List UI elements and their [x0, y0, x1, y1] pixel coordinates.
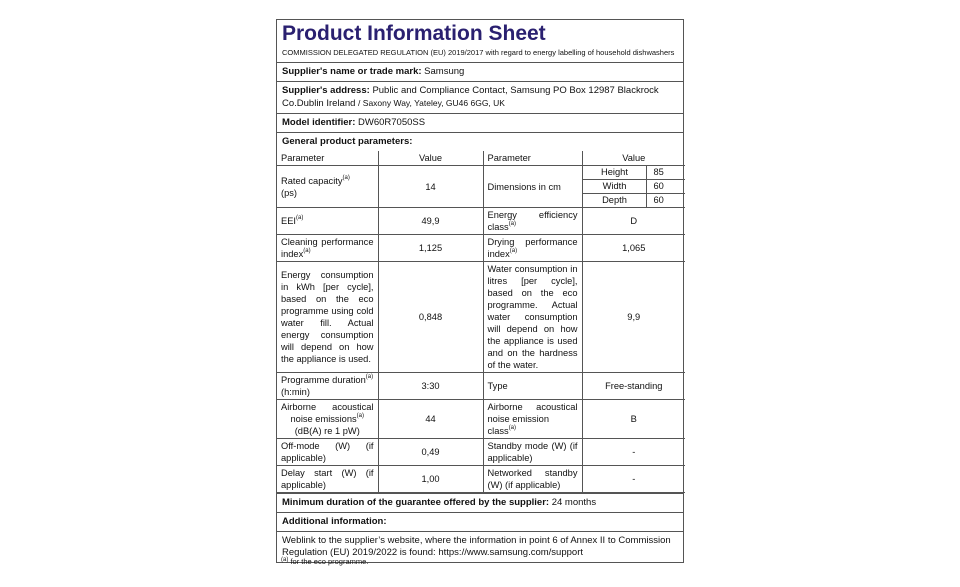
drying-index-label: Drying performance index$^{(a)}$ — [483, 235, 582, 262]
energy-class-label: Energy efficiency class$^{(a)}$ — [483, 208, 582, 235]
energy-class-value: D — [582, 208, 685, 235]
airborne-emissions-label: Airborne acoustical noise emissions$^{(a)}$ (dB(A) re 1 pW) — [277, 400, 378, 439]
additional-info-label: Additional information: — [282, 516, 387, 527]
footnote-text: for the eco programme. — [290, 557, 369, 566]
height-value: 85 — [647, 166, 685, 180]
rated-capacity-label: Rated capacity$^{(a)}$ (ps) — [277, 166, 378, 208]
delay-start-label: Delay start (W) (if applicable) — [277, 466, 378, 493]
footnote — [281, 557, 368, 566]
airborne-class-value: B — [582, 400, 685, 439]
dimensions-table — [583, 166, 686, 207]
header-parameter: Parameter — [483, 151, 582, 166]
off-mode-label: Off-mode (W) (if applicable) — [277, 439, 378, 466]
depth-label: Depth — [583, 194, 647, 208]
depth-value: 60 — [647, 194, 685, 208]
table-row — [277, 466, 685, 493]
table-row — [277, 235, 685, 262]
header-value: Value — [582, 151, 685, 166]
eei-label: EEI$^{(a)}$ — [277, 208, 378, 235]
general-parameters-label: General product parameters: — [282, 136, 413, 147]
regulation-subtitle: COMMISSION DELEGATED REGULATION (EU) 2019/2017 with regard to energy labelling of household dishwashers — [277, 46, 683, 63]
cleaning-index-value: 1,125 — [378, 235, 483, 262]
width-value: 60 — [647, 180, 685, 194]
supplier-address-label: Supplier's address: — [282, 85, 370, 96]
supplier-name-row — [277, 63, 683, 82]
drying-index-value: 1,065 — [582, 235, 685, 262]
guarantee-value: 24 months — [551, 497, 597, 508]
additional-info-row — [277, 513, 683, 532]
guarantee-label: Minimum duration of the guarantee offered by the supplier: — [282, 497, 550, 508]
guarantee-row — [277, 493, 683, 513]
cleaning-index-label: Cleaning performance index$^{(a)}$ — [277, 235, 378, 262]
table-row — [277, 166, 685, 208]
table-row — [277, 262, 685, 373]
supplier-address-uk: / Saxony Way, Yateley, GU46 6GG, UK — [358, 98, 505, 108]
weblink-url[interactable]: https://www.samsung.com/support — [438, 547, 583, 558]
width-label: Width — [583, 180, 647, 194]
airborne-emissions-value: 44 — [378, 400, 483, 439]
networked-standby-value: - — [582, 466, 685, 493]
model-label: Model identifier: — [282, 117, 356, 128]
networked-standby-label: Networked standby (W) (if applicable) — [483, 466, 582, 493]
energy-consumption-value: 0,848 — [378, 262, 483, 373]
supplier-name-label: Supplier's name or trade mark: — [282, 66, 422, 77]
weblink-text: Weblink to the supplier’s website, where the information in point 6 of Annex II to Commission Regulation (EU) 2019/2022 is found: — [282, 535, 671, 558]
programme-duration-value: 3:30 — [378, 373, 483, 400]
product-information-sheet — [276, 19, 684, 563]
parameters-table — [277, 151, 685, 493]
water-consumption-label: Water consumption in litres [per cycle], based on the eco programme. Actual water consumption will depend on how the appliance is used and on the hardness of the water. — [483, 262, 582, 373]
table-row — [277, 373, 685, 400]
general-parameters-heading — [277, 133, 683, 151]
supplier-name-value: Samsung — [424, 66, 465, 77]
table-header-row — [277, 151, 685, 166]
delay-start-value: 1,00 — [378, 466, 483, 493]
table-row — [277, 400, 685, 439]
energy-consumption-label: Energy consumption in kWh [per cycle], based on the eco programme using cold water fill. Actual energy consumption will depend on how the appliance is used. — [277, 262, 378, 373]
model-row — [277, 114, 683, 133]
rated-capacity-value: 14 — [378, 166, 483, 208]
programme-duration-label: Programme duration$^{(a)}$ (h:min) — [277, 373, 378, 400]
footnote-mark: (a) — [281, 557, 289, 563]
eei-value: 49,9 — [378, 208, 483, 235]
header-parameter: Parameter — [277, 151, 378, 166]
type-value: Free-standing — [582, 373, 685, 400]
standby-value: - — [582, 439, 685, 466]
supplier-address-value: Public and Compliance Contact, Samsung PO Box 12987 Blackrock Co.Dublin Ireland — [282, 85, 659, 109]
standby-label: Standby mode (W) (if applicable) — [483, 439, 582, 466]
header-value: Value — [378, 151, 483, 166]
table-row — [277, 439, 685, 466]
water-consumption-value: 9,9 — [582, 262, 685, 373]
off-mode-value: 0,49 — [378, 439, 483, 466]
table-row — [277, 208, 685, 235]
supplier-address-row — [277, 82, 683, 114]
model-value: DW60R7050SS — [358, 117, 426, 128]
type-label: Type — [483, 373, 582, 400]
dimensions-cell — [582, 166, 685, 208]
dimensions-label: Dimensions in cm — [483, 166, 582, 208]
height-label: Height — [583, 166, 647, 180]
sheet-title: Product Information Sheet — [282, 22, 546, 45]
airborne-class-label: Airborne acoustical noise emission class$^{(a)}$ — [483, 400, 582, 439]
